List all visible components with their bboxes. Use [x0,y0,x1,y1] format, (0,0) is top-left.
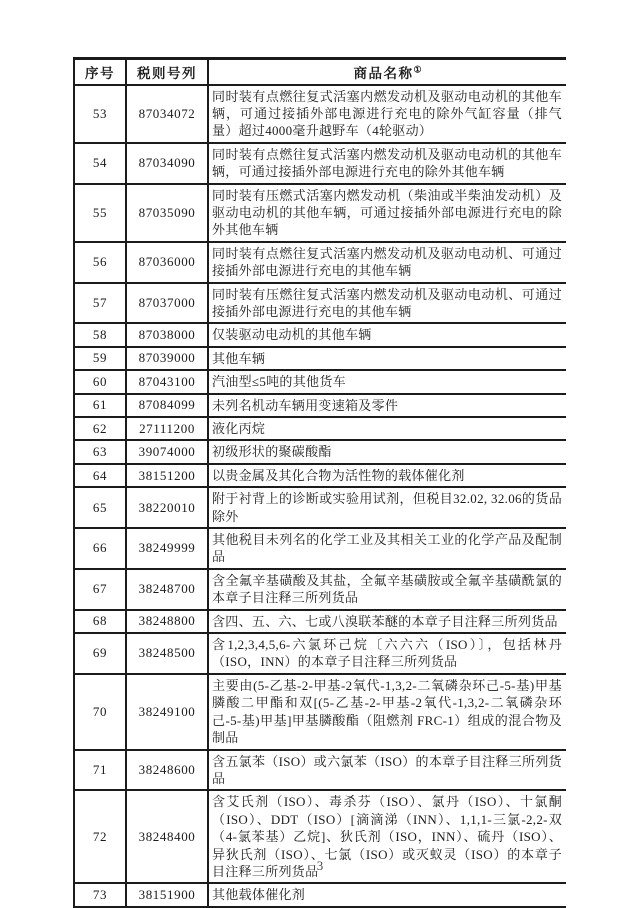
cell-name: 同时装有压燃往复式活塞内燃发动机及驱动电动机、可通过接插外部电源进行充电的其他车辆 [208,283,566,324]
table-row [74,394,566,417]
table-row [74,487,566,528]
cell-no: 71 [74,750,126,791]
cell-no: 67 [74,569,126,610]
table-row [74,283,566,324]
cell-code: 38248700 [126,569,208,610]
table-row [74,464,566,487]
document-page [73,57,565,908]
cell-no: 64 [74,464,126,487]
cell-name: 含全氟辛基磺酸及其盐，全氟辛基磺胺或全氟辛基磺酰氯的本章子目注释三所列货品 [208,569,566,610]
cell-code: 87038000 [126,323,208,346]
cell-name: 液化丙烷 [208,417,566,440]
cell-no: 55 [74,184,126,242]
table-row [74,750,566,791]
cell-no: 60 [74,370,126,393]
cell-name: 以贵金属及其化合物为活性物的载体催化剂 [208,464,566,487]
table-row [74,143,566,184]
cell-no: 53 [74,85,126,143]
header-serial-number: 序号 [74,59,126,85]
table-row [74,633,566,674]
cell-no: 61 [74,394,126,417]
cell-name: 主要由(5-乙基-2-甲基-2氧代-1,3,2-二氧磷杂环己-5-基)甲基膦酸二甲酯和双[(5-乙基-2-甲基-2氧代-1,3,2-二氧磷杂环己-5-基)甲基]甲基膦酸酯（阻燃剂 FRC-1）组成的混合物及制品 [208,674,566,750]
table-row [74,184,566,242]
table-row [74,242,566,283]
table-row [74,370,566,393]
table-row [74,85,566,143]
header-row [74,59,566,85]
table-body [74,85,566,907]
header-tariff-code: 税则号列 [126,59,208,85]
cell-code: 38248800 [126,610,208,633]
cell-no: 58 [74,323,126,346]
cell-no: 56 [74,242,126,283]
page-number: 3 [316,858,324,873]
table-row [74,347,566,370]
cell-name: 其他载体催化剂 [208,883,566,906]
cell-code: 87035090 [126,184,208,242]
table-row [74,417,566,440]
cell-name: 初级形状的聚碳酸酯 [208,440,566,463]
cell-code: 38248600 [126,750,208,791]
cell-code: 87039000 [126,347,208,370]
cell-name: 含艾氏剂（ISO）、毒杀芬（ISO）、氯丹（ISO）、十氯酮（ISO）、DDT（ISO）[滴滴涕（INN）、1,1,1-三氯-2,2-双（4-氯苯基）乙烷]、狄氏剂（ISO，INN）、硫丹（ISO）、异狄氏剂（ISO）、七氯（ISO）或灭蚁灵（ISO）的本章子目注释三所列货品 [208,790,566,883]
cell-code: 39074000 [126,440,208,463]
cell-no: 59 [74,347,126,370]
cell-no: 63 [74,440,126,463]
cell-code: 38151200 [126,464,208,487]
cell-code: 38249999 [126,528,208,569]
table-row [74,569,566,610]
table-row [74,674,566,750]
cell-code: 87034072 [126,85,208,143]
cell-code: 38248400 [126,790,208,883]
cell-no: 69 [74,633,126,674]
cell-code: 87036000 [126,242,208,283]
cell-code: 38220010 [126,487,208,528]
table-row [74,883,566,906]
cell-code: 38248500 [126,633,208,674]
cell-name: 附于衬背上的诊断或实验用试剂，但税目32.02, 32.06的货品除外 [208,487,566,528]
cell-name: 同时装有点燃往复式活塞内燃发动机及驱动电动机的其他车辆，可通过接插外部电源进行充电的除外其他车辆 [208,143,566,184]
cell-name: 含四、五、六、七或八溴联苯醚的本章子目注释三所列货品 [208,610,566,633]
cell-name: 其他车辆 [208,347,566,370]
cell-name: 汽油型≤5吨的其他货车 [208,370,566,393]
table-row [74,323,566,346]
cell-no: 70 [74,674,126,750]
cell-no: 66 [74,528,126,569]
cell-code: 27111200 [126,417,208,440]
cell-code: 38249100 [126,674,208,750]
cell-name: 其他税目未列名的化学工业及其相关工业的化学产品及配制品 [208,528,566,569]
table-row [74,528,566,569]
cell-no: 65 [74,487,126,528]
table-row [74,610,566,633]
cell-code: 87037000 [126,283,208,324]
cell-name: 同时装有点燃往复式活塞内燃发动机及驱动电动机的其他车辆，可通过接插外部电源进行充电的除外气缸容量（排气量）超过4000毫升越野车（4轮驱动） [208,85,566,143]
header-product-name [208,59,566,85]
tariff-table [73,57,566,908]
cell-code: 87034090 [126,143,208,184]
cell-name: 仅装驱动电动机的其他车辆 [208,323,566,346]
cell-no: 57 [74,283,126,324]
cell-code: 38151900 [126,883,208,906]
cell-no: 68 [74,610,126,633]
cell-name: 含五氯苯（ISO）或六氯苯（ISO）的本章子目注释三所列货品 [208,750,566,791]
cell-no: 54 [74,143,126,184]
table-row [74,440,566,463]
cell-code: 87084099 [126,394,208,417]
cell-name: 同时装有点燃往复式活塞内燃发动机及驱动电动机、可通过接插外部电源进行充电的其他车辆 [208,242,566,283]
cell-name: 未列名机动车辆用变速箱及零件 [208,394,566,417]
cell-no: 72 [74,790,126,883]
cell-name: 同时装有压燃式活塞内燃发动机（柴油或半柴油发动机）及驱动电动机的其他车辆，可通过接插外部电源进行充电的除外其他车辆 [208,184,566,242]
cell-code: 87043100 [126,370,208,393]
header-product-name-text: 商品名称 [353,65,414,81]
footnote-marker: ① [413,64,422,75]
cell-no: 73 [74,883,126,906]
cell-no: 62 [74,417,126,440]
cell-name: 含1,2,3,4,5,6-六氯环己烷〔六六六（ISO）〕，包括林丹（ISO，INN）的本章子目注释三所列货品 [208,633,566,674]
